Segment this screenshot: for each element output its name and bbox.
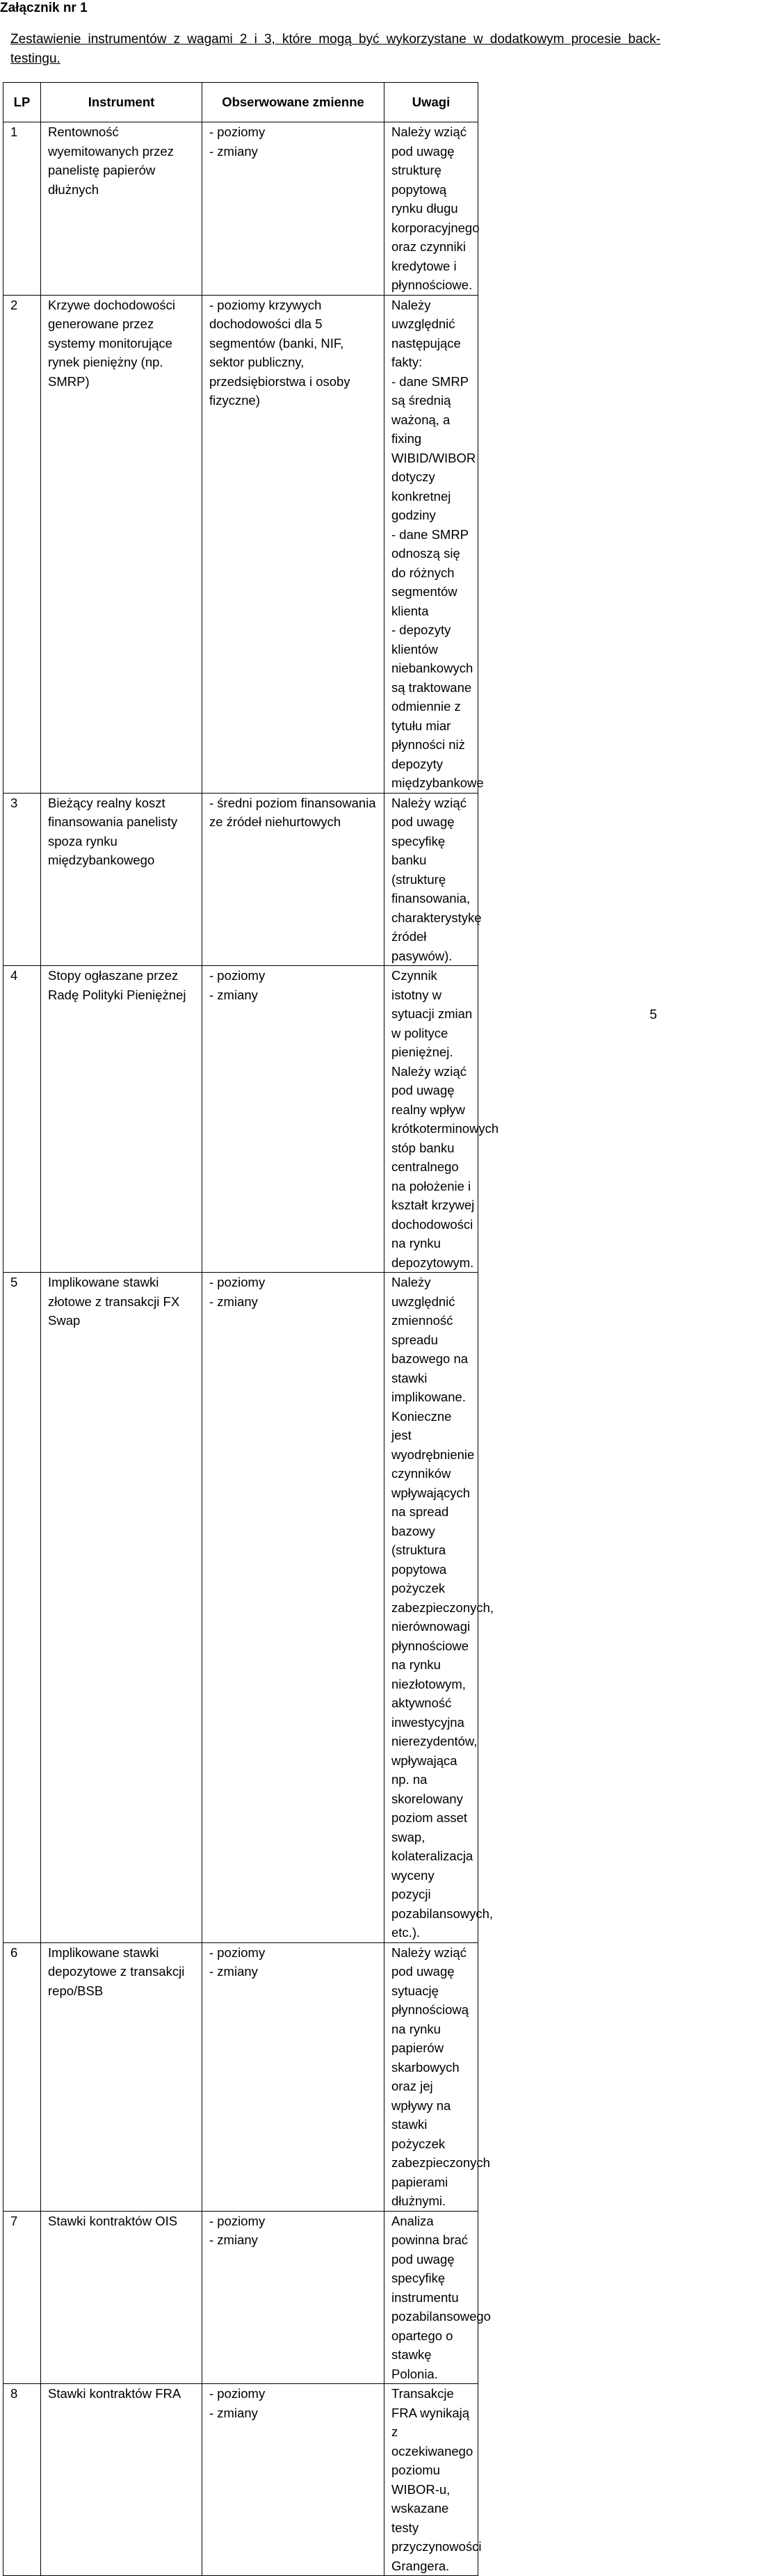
row-remarks: Czynnik istotny w sytuacji zmian w polityce pieniężnej. Należy wziąć pod uwagę realny wpływ krótkoterminowych stóp banku centralnego na położenie i kształt krzywej dochodowości na rynku depozytowym.: [384, 966, 478, 1273]
row-remarks: Transakcje FRA wynikają z oczekiwanego poziomu WIBOR-u, wskazane testy przyczynowości Grangera.: [384, 2384, 478, 2576]
table-header-row: [3, 83, 762, 122]
table-row: [3, 122, 762, 296]
row-lp: 7: [3, 2211, 41, 2384]
table-row: [3, 966, 762, 1273]
table-row: [3, 793, 762, 966]
row-remarks: Należy wziąć pod uwagę specyfikę banku (strukturę finansowania, charakterystykę źródeł pasywów).: [384, 793, 478, 966]
table-row: [3, 1273, 762, 1943]
row-lp: 1: [3, 122, 41, 296]
row-instrument: Stawki kontraktów FRA: [41, 2384, 202, 2576]
header-lp: LP: [3, 83, 41, 122]
row-instrument: Stawki kontraktów OIS: [41, 2211, 202, 2384]
row-variables: - poziomy - zmiany: [202, 1942, 384, 2211]
row-lp: 2: [3, 295, 41, 793]
annex-title: Załącznik nr 1: [0, 1, 88, 15]
row-variables: - poziomy krzywych dochodowości dla 5 segmentów (banki, NIF, sektor publiczny, przedsiębiorstwa i osoby fizyczne): [202, 295, 384, 793]
row-remarks: Należy wziąć pod uwagę sytuację płynnościową na rynku papierów skarbowych oraz jej wpływy na stawki pożyczek zabezpieczonych papierami dłużnymi.: [384, 1942, 478, 2211]
row-remarks: Analiza powinna brać pod uwagę specyfikę instrumentu pozabilansowego opartego o stawkę Polonia.: [384, 2211, 478, 2384]
row-instrument: Bieżący realny koszt finansowania panelisty spoza rynku międzybankowego: [41, 793, 202, 966]
row-instrument: Krzywe dochodowości generowane przez systemy monitorujące rynek pieniężny (np. SMRP): [41, 295, 202, 793]
row-variables: - poziomy - zmiany: [202, 122, 384, 296]
row-remarks: Należy uwzględnić następujące fakty: - dane SMRP są średnią ważoną, a fixing WIBID/WIBOR dotyczy konkretnej godziny - dane SMRP odnoszą się do różnych segmentów klienta - depozyty klientów niebankowych są traktowane odmiennie z tytułu miar płynności niż depozyty międzybankowe: [384, 295, 478, 793]
header-variables: Obserwowane zmienne: [202, 83, 384, 122]
row-lp: 8: [3, 2384, 41, 2576]
row-remarks: Należy wziąć pod uwagę strukturę popytową rynku długu korporacyjnego oraz czynniki kredytowe i płynnościowe.: [384, 122, 478, 296]
intro-paragraph: Zestawienie instrumentów z wagami 2 i 3, które mogą być wykorzystane w dodatkowym procesie back-testingu.: [10, 32, 660, 66]
row-variables: - średni poziom finansowania ze źródeł niehurtowych: [202, 793, 384, 966]
row-variables: - poziomy - zmiany: [202, 966, 384, 1273]
table-row: [3, 2211, 762, 2384]
page-number: 5: [649, 1008, 657, 1022]
row-instrument: Implikowane stawki depozytowe z transakcji repo/BSB: [41, 1942, 202, 2211]
header-instrument: Instrument: [41, 83, 202, 122]
row-variables: - poziomy - zmiany: [202, 1273, 384, 1943]
table-row: [3, 295, 762, 793]
row-variables: - poziomy - zmiany: [202, 2211, 384, 2384]
instruments-table: [3, 82, 762, 2576]
row-remarks: Należy uwzględnić zmienność spreadu bazowego na stawki implikowane. Konieczne jest wyodrębnienie czynników wpływających na spread bazowy (struktura popytowa pożyczek zabezpieczonych, nierównowagi płynnościowe na rynku niezłotowym, aktywność inwestycyjna nierezydentów, wpływająca np. na skorelowany poziom asset swap, kolateralizacja wyceny pozycji pozabilansowych, etc.).: [384, 1273, 478, 1943]
row-instrument: Rentowność wyemitowanych przez panelistę papierów dłużnych: [41, 122, 202, 296]
table-row: [3, 1942, 762, 2211]
row-instrument: Stopy ogłaszane przez Radę Polityki Pieniężnej: [41, 966, 202, 1273]
row-lp: 4: [3, 966, 41, 1273]
row-lp: 6: [3, 1942, 41, 2211]
row-variables: - poziomy - zmiany: [202, 2384, 384, 2576]
row-lp: 5: [3, 1273, 41, 1943]
row-instrument: Implikowane stawki złotowe z transakcji FX Swap: [41, 1273, 202, 1943]
table-row: [3, 2384, 762, 2576]
row-lp: 3: [3, 793, 41, 966]
header-remarks: Uwagi: [384, 83, 478, 122]
